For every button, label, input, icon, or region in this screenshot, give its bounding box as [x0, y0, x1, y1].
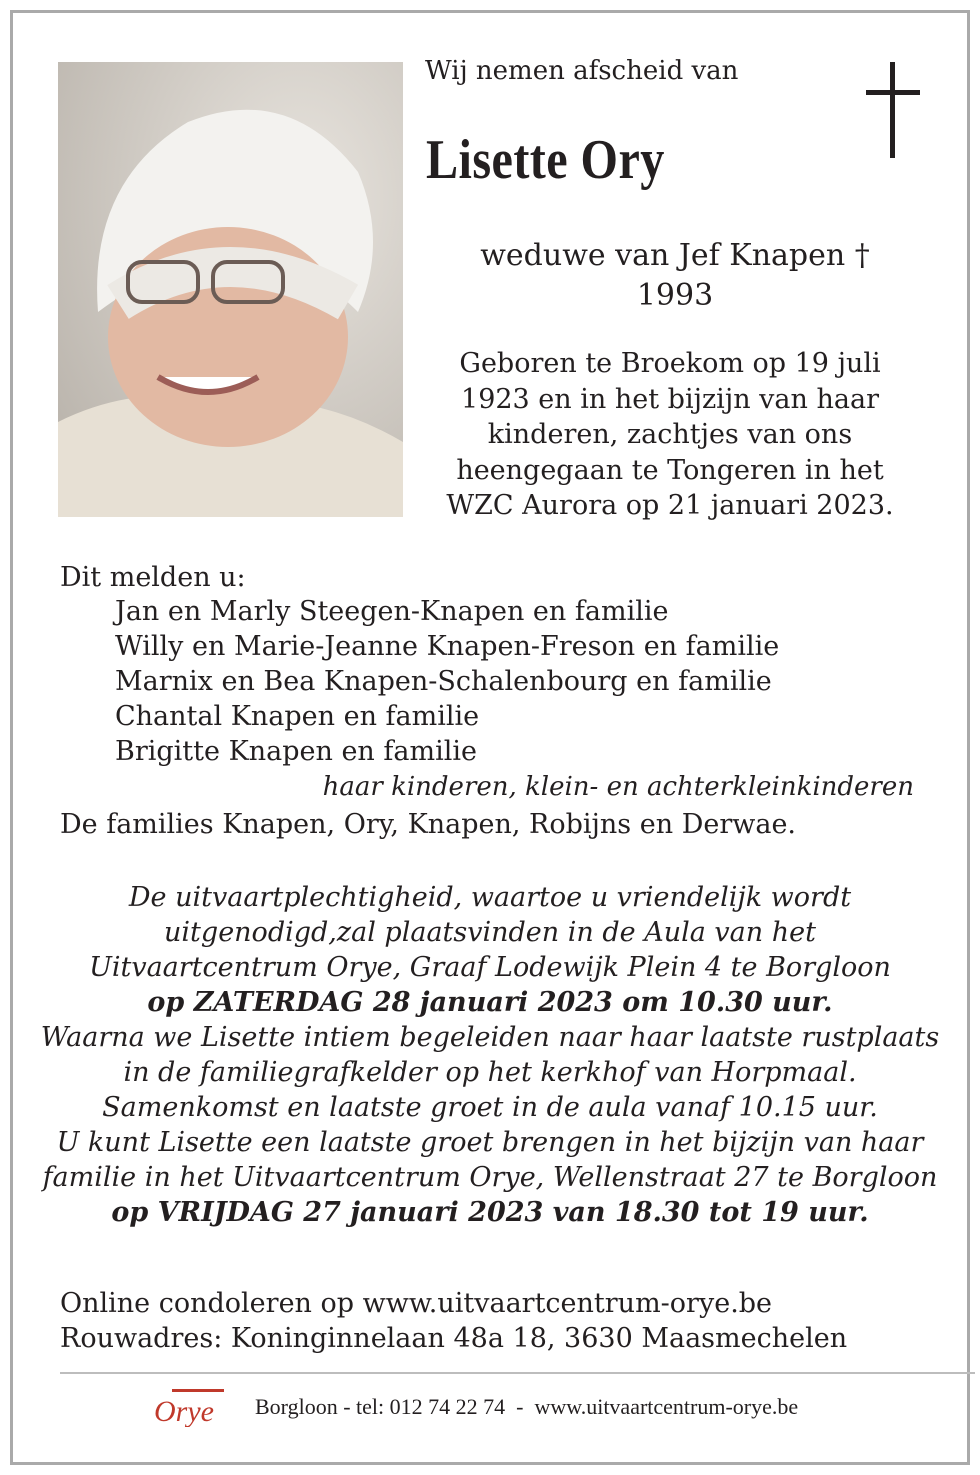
family-line: Jan en Marly Steegen-Knapen en familie [115, 596, 669, 627]
portrait-photo [58, 62, 403, 517]
funeral-home-contact: Borgloon - tel: 012 74 22 74 - www.uitvaartcentrum-orye.be [255, 1394, 799, 1419]
ceremony-line: Waarna we Lisette intiem begeleiden naar haar laatste rustplaats [40, 1022, 940, 1053]
online-condolence: Online condoleren op www.uitvaartcentrum-orye.be [60, 1288, 773, 1319]
widow-text [440, 236, 910, 316]
mourning-address: Rouwadres: Koninginnelaan 48a 18, 3630 Maasmechelen [60, 1323, 848, 1354]
logo-text: Orye [154, 1395, 214, 1427]
ceremony-line: familie in het Uitvaartcentrum Orye, Wellenstraat 27 te Borgloon [42, 1162, 938, 1193]
born-line: WZC Aurora op 21 januari 2023. [446, 490, 894, 521]
deceased-name: Lisette Ory [426, 129, 665, 191]
announcers-heading: Dit melden u: [60, 562, 246, 593]
ceremony-line: De uitvaartplechtigheid, waartoe u vriendelijk wordt [128, 882, 852, 913]
family-line: Willy en Marie-Jeanne Knapen-Freson en familie [115, 631, 780, 662]
family-line: Marnix en Bea Knapen-Schalenbourg en familie [115, 666, 772, 697]
family-line: Brigitte Knapen en familie [115, 736, 477, 767]
widow-year: 1993 [636, 278, 714, 313]
visitation-date: op VRIJDAG 27 januari 2023 van 18.30 tot 19 uur. [111, 1197, 869, 1228]
intro-text: Wij nemen afscheid van [425, 56, 739, 86]
ceremony-line: in de familiegrafkelder op het kerkhof van Horpmaal. [123, 1057, 857, 1088]
ceremony-line: U kunt Lisette een laatste groet brengen in het bijzijn van haar [56, 1127, 924, 1158]
born-line: heengegaan te Tongeren in het [456, 454, 884, 486]
ceremony-date: op ZATERDAG 28 januari 2023 om 10.30 uur. [147, 987, 833, 1018]
relation-text: haar kinderen, klein- en achterkleinkinderen [322, 772, 914, 802]
ceremony-line: Uitvaartcentrum Orye, Graaf Lodewijk Plein 4 te Borgloon [89, 952, 891, 983]
orye-logo [150, 1385, 230, 1427]
born-line: kinderen, zachtjes van ons [487, 419, 853, 450]
widow-line: weduwe van Jef Knapen † [480, 238, 870, 273]
born-line: Geboren te Broekom op 19 juli [459, 348, 881, 379]
extended-families: De families Knapen, Ory, Knapen, Robijns en Derwae. [60, 809, 797, 840]
birth-death-text [425, 346, 915, 524]
cross-icon [866, 62, 920, 158]
born-line: 1923 en in het bijzijn van haar [461, 383, 879, 415]
ceremony-line: Samenkomst en laatste groet in de aula vanaf 10.15 uur. [102, 1092, 878, 1123]
footer-divider [60, 1372, 975, 1374]
ceremony-line: uitgenodigd,zal plaatsvinden in de Aula van het [164, 917, 816, 948]
family-line: Chantal Knapen en familie [115, 701, 480, 732]
